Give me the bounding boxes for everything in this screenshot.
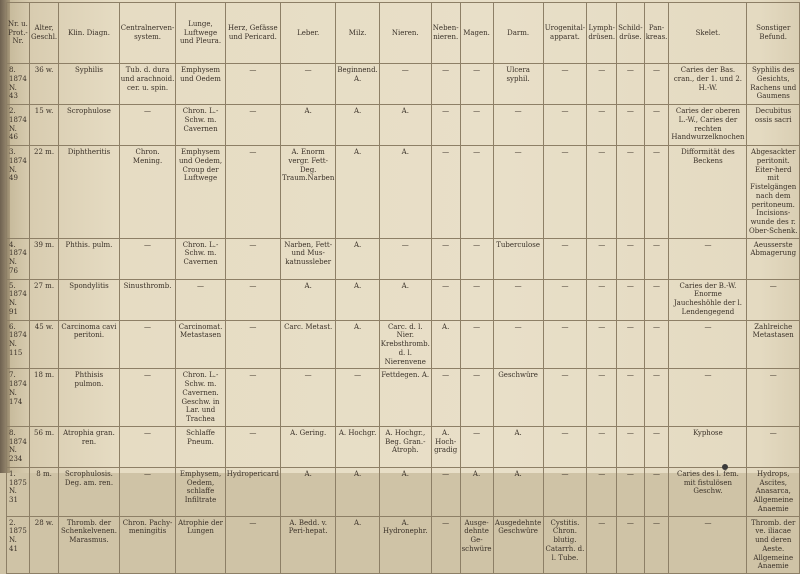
other-finding: Decubitus ossis sacri — [747, 105, 800, 146]
age-sex: 39 m. — [29, 238, 58, 279]
table-row — [7, 279, 800, 320]
kidney-finding: A. Hydronephr. — [379, 516, 431, 574]
clinical-diagnosis: Spondylitis — [59, 279, 120, 320]
thyroid-finding: — — [617, 369, 645, 427]
intestine-finding: Ausgedehnte Geschwüre — [493, 516, 543, 574]
lymph-finding: — — [587, 64, 617, 105]
lung-finding: Atrophie der Lungen — [176, 516, 225, 574]
adrenal-finding: — — [431, 279, 460, 320]
age-sex: 18 m. — [29, 369, 58, 427]
stomach-finding: — — [460, 146, 493, 239]
lung-finding: Carcinomat. Metastasen — [176, 320, 225, 369]
intestine-finding: A. — [493, 467, 543, 516]
skeleton-finding: — — [669, 369, 747, 427]
col-header: Leber. — [280, 3, 335, 64]
heart-finding: Hydropericard — [225, 467, 280, 516]
thyroid-finding: — — [617, 64, 645, 105]
liver-finding: A. Gering. — [280, 426, 335, 467]
lymph-finding: — — [587, 146, 617, 239]
table-row — [7, 516, 800, 574]
adrenal-finding: — — [431, 369, 460, 427]
intestine-finding: Tuberculose — [493, 238, 543, 279]
register-body — [7, 64, 800, 574]
age-sex: 28 w. — [29, 516, 58, 574]
intestine-finding: — — [493, 279, 543, 320]
col-header: Milz. — [336, 3, 379, 64]
lung-finding: Emphysem, Oedem, schlaffe Infiltrate — [176, 467, 225, 516]
intestine-finding: Ulcera syphil. — [493, 64, 543, 105]
liver-finding: A. — [280, 105, 335, 146]
other-finding: — — [747, 369, 800, 427]
lymph-finding: — — [587, 516, 617, 574]
skeleton-finding: Kyphose — [669, 426, 747, 467]
clinical-diagnosis: Atrophia gran. ren. — [59, 426, 120, 467]
col-header: Nieren. — [379, 3, 431, 64]
col-header: Lunge, Luftwege und Pleura. — [176, 3, 225, 64]
col-header: Herz, Gefässe und Pericard. — [225, 3, 280, 64]
other-finding: Abgesackter peritonit. Eiter-herd mit Fistelgängen nach dem peritoneum. Incisions-wunde des r. Ober-Schenk. — [747, 146, 800, 239]
pancreas-finding: — — [644, 369, 669, 427]
adrenal-finding: A. — [431, 320, 460, 369]
heart-finding: — — [225, 426, 280, 467]
adrenal-finding: — — [431, 516, 460, 574]
case-number: 1. 1875 N. 31 — [7, 467, 30, 516]
thyroid-finding: — — [617, 426, 645, 467]
case-number: 2. 1875 N. 41 — [7, 516, 30, 574]
thyroid-finding: — — [617, 146, 645, 239]
intestine-finding: — — [493, 146, 543, 239]
heart-finding: — — [225, 516, 280, 574]
cns-finding: Chron. Pachy-meningitis — [119, 516, 176, 574]
thyroid-finding: — — [617, 320, 645, 369]
heart-finding: — — [225, 64, 280, 105]
heart-finding: — — [225, 320, 280, 369]
kidney-finding: A. Hochgr., Beg. Gran.-Atroph. — [379, 426, 431, 467]
adrenal-finding: A. Hoch-gradig — [431, 426, 460, 467]
liver-finding: — — [280, 369, 335, 427]
liver-finding: Carc. Metast. — [280, 320, 335, 369]
col-header: Schild-drüse. — [617, 3, 645, 64]
age-sex: 22 m. — [29, 146, 58, 239]
case-number: 8. 1874 N. 43 — [7, 64, 30, 105]
table-row — [7, 467, 800, 516]
case-number: 3. 1874 N. 49 — [7, 146, 30, 239]
skeleton-finding: — — [669, 320, 747, 369]
col-header: Urogenital-apparat. — [543, 3, 587, 64]
other-finding: Zahlreiche Metastasen — [747, 320, 800, 369]
table-row — [7, 64, 800, 105]
clinical-diagnosis: Phthis. pulm. — [59, 238, 120, 279]
thyroid-finding: — — [617, 516, 645, 574]
stomach-finding: — — [460, 279, 493, 320]
liver-finding: A. — [280, 279, 335, 320]
lung-finding: Chron. L.-Schw. m. Cavernen — [176, 105, 225, 146]
cns-finding: Sinusthromb. — [119, 279, 176, 320]
col-header: Alter, Geschl. — [29, 3, 58, 64]
cns-finding: — — [119, 426, 176, 467]
skeleton-finding: Difformität des Beckens — [669, 146, 747, 239]
spleen-finding: A. — [336, 105, 379, 146]
header-row — [7, 3, 800, 64]
stomach-finding: — — [460, 369, 493, 427]
pancreas-finding: — — [644, 279, 669, 320]
intestine-finding: — — [493, 320, 543, 369]
heart-finding: — — [225, 279, 280, 320]
cns-finding: — — [119, 467, 176, 516]
case-number: 8. 1874 N. 234 — [7, 426, 30, 467]
case-number: 7. 1874 N. 174 — [7, 369, 30, 427]
stomach-finding: — — [460, 64, 493, 105]
clinical-diagnosis: Scrophulosis. Deg. am. ren. — [59, 467, 120, 516]
liver-finding: A. Enorm vergr. Fett-Deg. Traum.Narben — [280, 146, 335, 239]
case-number: 6. 1874 N. 115 — [7, 320, 30, 369]
spleen-finding: A. — [336, 279, 379, 320]
stomach-finding: — — [460, 426, 493, 467]
clinical-diagnosis: Carcinoma cavi peritoni. — [59, 320, 120, 369]
lymph-finding: — — [587, 369, 617, 427]
cns-finding: — — [119, 320, 176, 369]
spleen-finding: A. — [336, 516, 379, 574]
stomach-finding: — — [460, 105, 493, 146]
skeleton-finding: Caries der Bas. cran., der 1. und 2. H.-W. — [669, 64, 747, 105]
age-sex: 56 m. — [29, 426, 58, 467]
table-row — [7, 320, 800, 369]
col-header: Nr. u. Prot.-Nr. — [7, 3, 30, 64]
liver-finding: Narben, Fett- und Mus-katnussleber — [280, 238, 335, 279]
adrenal-finding: — — [431, 467, 460, 516]
col-header: Sonstiger Befund. — [747, 3, 800, 64]
spleen-finding: A. — [336, 467, 379, 516]
skeleton-finding: — — [669, 238, 747, 279]
other-finding: Aeusserste Abmagerung — [747, 238, 800, 279]
kidney-finding: A. — [379, 146, 431, 239]
lymph-finding: — — [587, 238, 617, 279]
kidney-finding: — — [379, 238, 431, 279]
adrenal-finding: — — [431, 64, 460, 105]
clinical-diagnosis: Phthisis pulmon. — [59, 369, 120, 427]
table-row — [7, 238, 800, 279]
clinical-diagnosis: Diphtheritis — [59, 146, 120, 239]
lung-finding: Emphysem und Oedem — [176, 64, 225, 105]
stomach-finding: Ausge-dehnte Ge-schwüre — [460, 516, 493, 574]
lung-finding: Chron. L.-Schw. m. Cavernen — [176, 238, 225, 279]
table-row — [7, 105, 800, 146]
cns-finding: Chron. Mening. — [119, 146, 176, 239]
col-header: Magen. — [460, 3, 493, 64]
lymph-finding: — — [587, 320, 617, 369]
skeleton-finding: Caries des l. fem. mit fistulösen Geschw. — [669, 467, 747, 516]
kidney-finding: A. — [379, 467, 431, 516]
cns-finding: — — [119, 105, 176, 146]
lung-finding: Emphysem und Oedem, Croup der Luftwege — [176, 146, 225, 239]
age-sex: 27 m. — [29, 279, 58, 320]
stomach-finding: A. — [460, 467, 493, 516]
col-header: Klin. Diagn. — [59, 3, 120, 64]
other-finding: — — [747, 279, 800, 320]
skeleton-finding: Caries der B.-W. Enorme Jaucheshöhle der l. Lendengegend — [669, 279, 747, 320]
cns-finding: — — [119, 369, 176, 427]
lung-finding: Chron. L.-Schw. m. Cavernen. Geschw. in Lar. und Trachea — [176, 369, 225, 427]
liver-finding: — — [280, 64, 335, 105]
other-finding: Syphilis des Gesichts, Rachens und Gaumens — [747, 64, 800, 105]
table-row — [7, 369, 800, 427]
spleen-finding: Beginnend. A. — [336, 64, 379, 105]
other-finding: Hydrops, Ascites, Anasarca, Allgemeine Anaemie — [747, 467, 800, 516]
spleen-finding: A. Hochgr. — [336, 426, 379, 467]
spleen-finding: A. — [336, 320, 379, 369]
spleen-finding: A. — [336, 146, 379, 239]
heart-finding: — — [225, 105, 280, 146]
pancreas-finding: — — [644, 426, 669, 467]
heart-finding: — — [225, 238, 280, 279]
urogenital-finding: — — [543, 146, 587, 239]
thyroid-finding: — — [617, 105, 645, 146]
age-sex: 8 m. — [29, 467, 58, 516]
stomach-finding: — — [460, 320, 493, 369]
col-header: Lymph-drüsen. — [587, 3, 617, 64]
urogenital-finding: — — [543, 467, 587, 516]
urogenital-finding: — — [543, 64, 587, 105]
pancreas-finding: — — [644, 146, 669, 239]
urogenital-finding: — — [543, 320, 587, 369]
cns-finding: — — [119, 238, 176, 279]
skeleton-finding: — — [669, 516, 747, 574]
urogenital-finding: — — [543, 238, 587, 279]
heart-finding: — — [225, 369, 280, 427]
thyroid-finding: — — [617, 467, 645, 516]
pancreas-finding: — — [644, 64, 669, 105]
case-number: 5. 1874 N. 91 — [7, 279, 30, 320]
lymph-finding: — — [587, 426, 617, 467]
cns-finding: Tub. d. dura und arachnoid. cer. u. spin. — [119, 64, 176, 105]
table-row — [7, 146, 800, 239]
age-sex: 15 w. — [29, 105, 58, 146]
pancreas-finding: — — [644, 238, 669, 279]
table-row — [7, 426, 800, 467]
skeleton-finding: Caries der oberen L.-W., Caries der rechten Handwurzelknochen — [669, 105, 747, 146]
spleen-finding: — — [336, 369, 379, 427]
adrenal-finding: — — [431, 238, 460, 279]
col-header: Skelet. — [669, 3, 747, 64]
autopsy-register-table — [6, 2, 800, 574]
urogenital-finding: — — [543, 426, 587, 467]
liver-finding: A. — [280, 467, 335, 516]
urogenital-finding: — — [543, 369, 587, 427]
intestine-finding: — — [493, 105, 543, 146]
liver-finding: A. Bedd. v. Peri-hepat. — [280, 516, 335, 574]
pancreas-finding: — — [644, 467, 669, 516]
other-finding: Thromb. der ve. iliacae und deren Aeste. Allgemeine Anaemie — [747, 516, 800, 574]
thyroid-finding: — — [617, 238, 645, 279]
other-finding: — — [747, 426, 800, 467]
adrenal-finding: — — [431, 146, 460, 239]
col-header: Pan-kreas. — [644, 3, 669, 64]
clinical-diagnosis: Thromb. der Schenkelvenen. Marasmus. — [59, 516, 120, 574]
stomach-finding: — — [460, 238, 493, 279]
pancreas-finding: — — [644, 516, 669, 574]
col-header: Neben-nieren. — [431, 3, 460, 64]
adrenal-finding: — — [431, 105, 460, 146]
col-header: Centralnerven-system. — [119, 3, 176, 64]
pancreas-finding: — — [644, 320, 669, 369]
lung-finding: — — [176, 279, 225, 320]
lymph-finding: — — [587, 105, 617, 146]
ink-dot — [722, 464, 728, 470]
urogenital-finding: — — [543, 279, 587, 320]
kidney-finding: Carc. d. l. Nier. Krebsthromb. d. l. Nierenvene — [379, 320, 431, 369]
kidney-finding: A. — [379, 105, 431, 146]
intestine-finding: A. — [493, 426, 543, 467]
clinical-diagnosis: Syphilis — [59, 64, 120, 105]
heart-finding: — — [225, 146, 280, 239]
intestine-finding: Geschwüre — [493, 369, 543, 427]
col-header: Darm. — [493, 3, 543, 64]
lymph-finding: — — [587, 279, 617, 320]
lung-finding: Schlaffe Pneum. — [176, 426, 225, 467]
kidney-finding: — — [379, 64, 431, 105]
urogenital-finding: Cystitis. Chron. blutig. Catarrh. d. l. Tube. — [543, 516, 587, 574]
kidney-finding: Fettdegen. A. — [379, 369, 431, 427]
age-sex: 45 w. — [29, 320, 58, 369]
thyroid-finding: — — [617, 279, 645, 320]
urogenital-finding: — — [543, 105, 587, 146]
clinical-diagnosis: Scrophulose — [59, 105, 120, 146]
age-sex: 36 w. — [29, 64, 58, 105]
pancreas-finding: — — [644, 105, 669, 146]
case-number: 4. 1874 N. 76 — [7, 238, 30, 279]
lymph-finding: — — [587, 467, 617, 516]
spleen-finding: A. — [336, 238, 379, 279]
kidney-finding: A. — [379, 279, 431, 320]
case-number: 2. 1874 N. 46 — [7, 105, 30, 146]
